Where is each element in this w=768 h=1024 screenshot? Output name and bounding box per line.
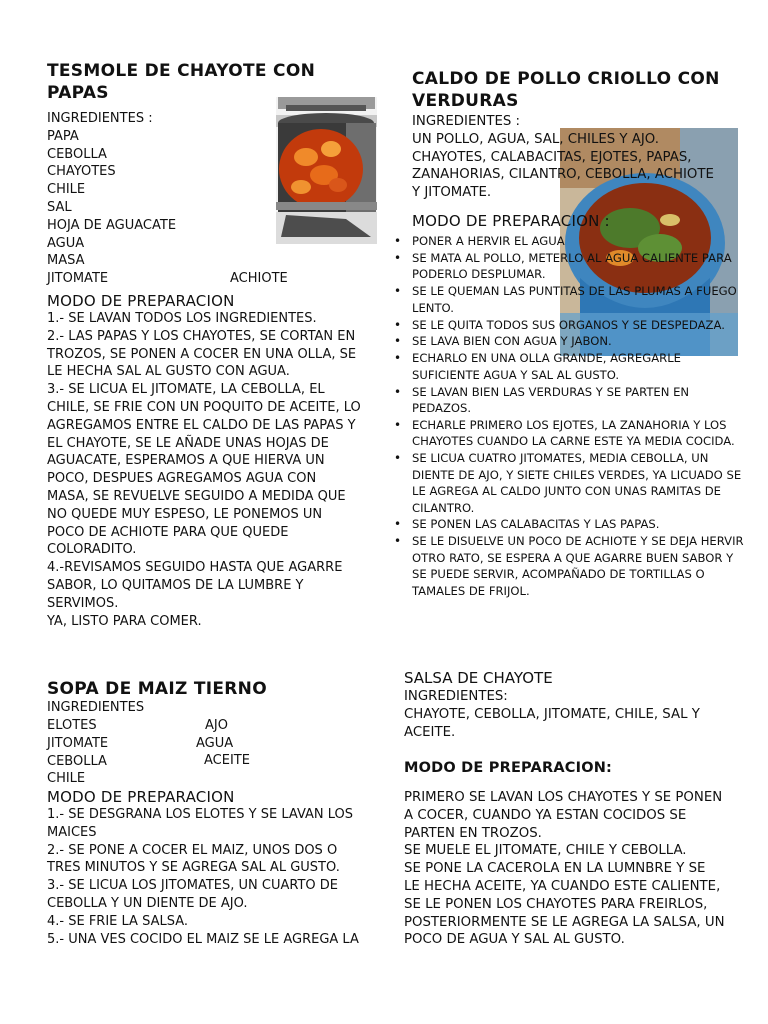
sopa-method-label: MODO DE PREPARACION xyxy=(47,788,235,806)
ingredient-item: CHILE xyxy=(47,771,86,787)
ingredient-item: ACEITE xyxy=(204,753,250,768)
list-item: • SE MATA AL POLLO, METERLO AL AGUA CALIENTE PARA PODERLO DESPLUMAR. xyxy=(392,250,748,283)
ingredient-item: HOJA DE AGUACATE xyxy=(47,217,177,233)
salsa-method: PRIMERO SE LAVAN LOS CHAYOTES Y SE PONEN A COCER, CUANDO YA ESTAN COCIDOS SE PARTEN EN TROZOS. SE MUELE EL JITOMATE, CHILE Y CEBOLLA. SE PONE LA CACEROLA EN LA LUMNBRE Y SE LE HECHA ACEITE, YA CUANDO ESTE CALIENTE, SE LE PONEN LOS CHAYOTES PARA FREIRLOS, POSTERIORMENTE SE LE AGREGA LA SALSA, UN POCO DE AGUA Y SAL AL GUSTO. xyxy=(404,790,725,948)
list-item: • SE LE DISUELVE UN POCO DE ACHIOTE Y SE DEJA HERVIR OTRO RATO, SE ESPERA A QUE AGARRE BUEN SABOR Y SE PUEDE SERVIR, ACOMPAÑADO DE TORTILLAS O TAMALES DE FRIJOL. xyxy=(392,533,748,599)
ingredient-item: CEBOLLA xyxy=(47,146,107,162)
list-item: • ECHARLO EN UNA OLLA GRANDE, AGREGARLE SUFICIENTE AGUA Y SAL AL GUSTO. xyxy=(392,350,748,383)
ingredient-item-achiote: ACHIOTE xyxy=(230,271,288,286)
caldo-method-label: MODO DE PREPARACION : xyxy=(412,212,610,230)
pot-photo xyxy=(276,97,377,244)
salsa-ingredients: INGREDIENTES: CHAYOTE, CEBOLLA, JITOMATE, CHILE, SAL Y ACEITE. xyxy=(404,689,700,740)
tesmole-ingredients xyxy=(47,110,176,288)
ingredients-label: INGREDIENTES: xyxy=(404,689,508,704)
list-item: • SE LICUA CUATRO JITOMATES, MEDIA CEBOLLA, UN DIENTE DE AJO, Y SIETE CHILES VERDES, YA LICUADO SE LE AGREGA AL CALDO JUNTO CON UNAS RAMITAS DE CILANTRO. xyxy=(392,450,748,516)
tesmole-title: TESMOLE DE CHAYOTE CON PAPAS xyxy=(47,61,316,103)
caldo-ingredients: INGREDIENTES : UN POLLO, AGUA, SAL, CHILES Y AJO. CHAYOTES, CALABACITAS, EJOTES, PAPAS, ZANAHORIAS, CILANTRO, CEBOLLA, ACHIOTE Y JITOMATE. xyxy=(412,114,714,201)
sopa-method: 1.- SE DESGRANA LOS ELOTES Y SE LAVAN LOS MAICES 2.- SE PONE A COCER EL MAIZ, UNOS DOS O TRES MINUTOS Y SE AGREGA SAL AL GUSTO. 3.- SE LICUA LOS JITOMATES, UN CUARTO DE CEBOLLA Y UN DIENTE DE AJO. 4.- SE FRIE LA SALSA. 5.- UNA VES COCIDO EL MAIZ SE LE AGREGA LA xyxy=(47,807,359,947)
list-item: • SE LAVA BIEN CON AGUA Y JABON. xyxy=(392,333,748,349)
sopa-title: SOPA DE MAIZ TIERNO xyxy=(47,679,267,699)
ingredient-item: MASA xyxy=(47,253,85,269)
list-item: • ECHARLE PRIMERO LOS EJOTES, LA ZANAHORIA Y LOS CHAYOTES CUANDO LA CARNE ESTE YA MEDIA COCIDA. xyxy=(392,417,748,450)
salsa-method-label: MODO DE PREPARACION: xyxy=(404,760,613,776)
ingredient-item: PAPA xyxy=(47,128,79,144)
ingredients-label: INGREDIENTES : xyxy=(412,114,520,129)
ingredient-item: AGUA xyxy=(196,736,234,751)
ingredients-label: INGREDIENTES : xyxy=(47,111,153,126)
list-item: • SE PONEN LAS CALABACITAS Y LAS PAPAS. xyxy=(392,516,748,532)
list-item: • SE LAVAN BIEN LAS VERDURAS Y SE PARTEN EN PEDAZOS. xyxy=(392,384,748,417)
ingredient-item: CHAYOTES xyxy=(47,164,116,180)
ingredient-item: CEBOLLA xyxy=(47,753,107,769)
ingredient-item: JITOMATE xyxy=(47,735,109,751)
ingredient-item: AGUA xyxy=(47,235,85,251)
salsa-title: SALSA DE CHAYOTE xyxy=(404,669,553,687)
ingredient-item: SAL xyxy=(47,199,72,215)
tesmole-method: 1.- SE LAVAN TODOS LOS INGREDIENTES. 2.- LAS PAPAS Y LOS CHAYOTES, SE CORTAN EN TROZOS, SE PONEN A COCER EN UNA OLLA, SE LE HECHA SAL AL GUSTO CON AGUA. 3.- SE LICUA EL JITOMATE, LA CEBOLLA, EL CHILE, SE FRIE CON UN POQUITO DE ACEITE, LO AGREGAMOS ENTRE EL CALDO DE LAS PAPAS Y EL CHAYOTE, SE LE AÑADE UNAS HOJAS DE AGUACATE, ESPERAMOS A QUE HIERVA UN POCO, DESPUES AGREGAMOS AGUA CON MASA, SE REVUELVE SEGUIDO A MEDIDA QUE NO QUEDE MUY ESPESO, LE PONEMOS UN POCO DE ACHIOTE PARA QUE QUEDE COLORADITO. 4.-REVISAMOS SEGUIDO HASTA QUE AGARRE SABOR, LO QUITAMOS DE LA LUMBRE Y SERVIMOS. YA, LISTO PARA COMER. xyxy=(47,311,361,629)
list-item: • SE LE QUITA TODOS SUS ORGANOS Y SE DESPEDAZA. xyxy=(392,317,748,333)
caldo-title: CALDO DE POLLO CRIOLLO CON VERDURAS xyxy=(412,69,720,111)
sopa-ingredients-left xyxy=(47,717,108,788)
ingredient-item: CHILE xyxy=(47,182,86,198)
list-item: • SE LE QUEMAN LAS PUNTITAS DE LAS PLUMAS A FUEGO LENTO. xyxy=(392,283,748,316)
ingredient-item: ELOTES xyxy=(47,718,97,733)
caldo-steps xyxy=(392,233,748,599)
sopa-ingredients-label: INGREDIENTES xyxy=(47,700,145,715)
tesmole-method-label: MODO DE PREPARACION xyxy=(47,292,235,310)
ingredient-item: AJO xyxy=(205,718,228,733)
list-item: • PONER A HERVIR EL AGUA xyxy=(392,233,748,249)
ingredient-item: JITOMATE xyxy=(47,271,109,287)
